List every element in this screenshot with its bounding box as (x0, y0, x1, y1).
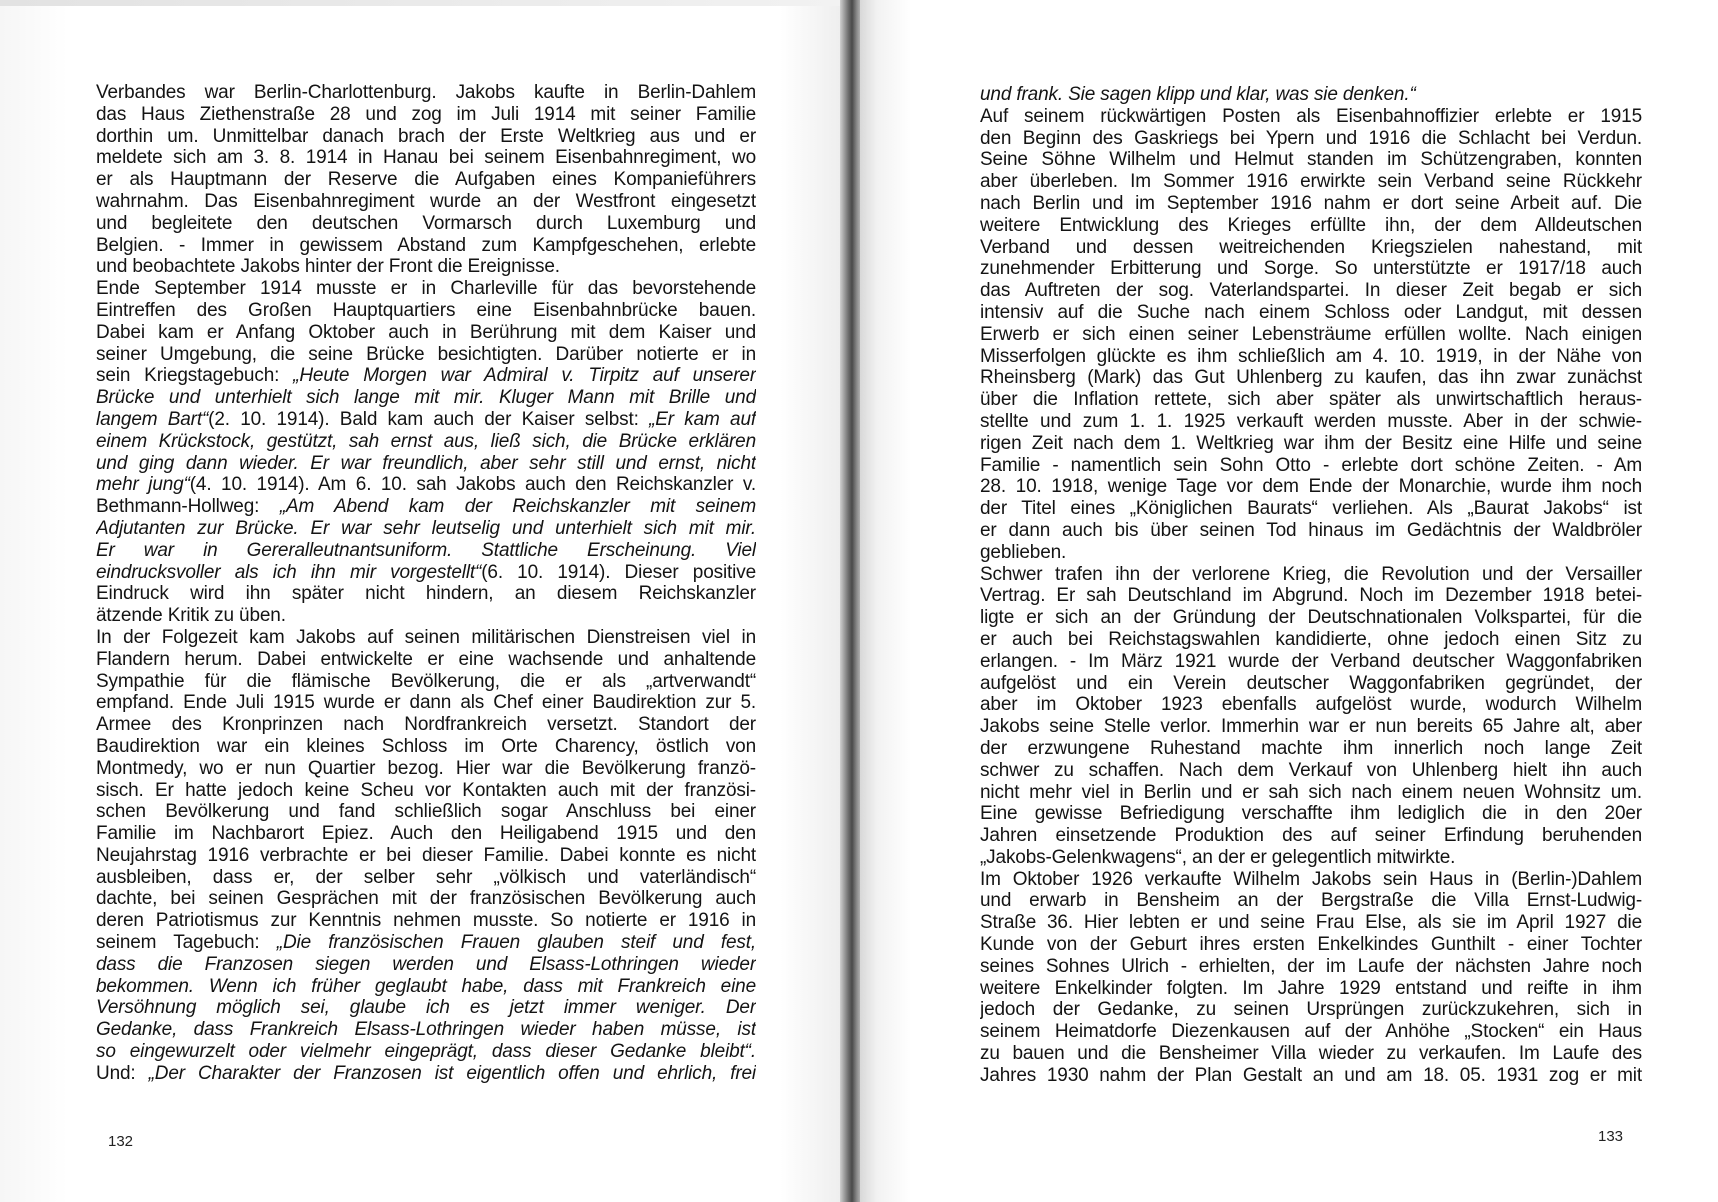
text-segment: Jakobs seine Stelle verlor. Immerhin war er nun bereits 65 Jahre alt, aber (980, 716, 1642, 738)
text-segment: der Titel eines „Königlichen Baurats“ verliehen. Als „Baurat Jakobs“ ist (980, 498, 1642, 520)
text-line (980, 912, 1642, 934)
text-line (980, 1043, 1642, 1065)
text-segment: Dabei kam er Anfang Oktober auch in Berührung mit dem Kaiser und (96, 321, 756, 343)
text-line (96, 104, 756, 126)
text-segment: Montmedy, wo er nun Quartier bezog. Hier war die Bevölkerung franzö- (96, 757, 756, 779)
text-line (980, 193, 1642, 215)
text-line (980, 999, 1642, 1021)
italic-quote-segment: und ging dann wieder. Er war freundlich, aber sehr still und ernst, nicht (96, 452, 756, 474)
text-segment: Bethmann-Hollweg: (96, 496, 280, 518)
text-line (96, 126, 756, 148)
text-line (96, 888, 756, 910)
text-line (980, 607, 1642, 629)
text-line (980, 760, 1642, 782)
text-segment: Jahren einsetzende Produktion des auf seiner Erfindung beruhenden (980, 825, 1642, 847)
right-page (860, 0, 1718, 1202)
italic-quote-segment: so eingewurzelt oder vielmehr eingeprägt, dass dieser Gedanke bleibt“. (96, 1041, 756, 1063)
text-segment: Familie - namentlich sein Sohn Otto - erlebte dort schöne Zeiten. - Am (980, 454, 1642, 476)
text-line (980, 956, 1642, 978)
text-line (96, 496, 756, 518)
text-line (96, 322, 756, 344)
italic-quote-segment: eindrucksvoller als ich ihn mir vorgestellt“ (96, 561, 482, 583)
text-segment: Im Oktober 1926 verkaufte Wilhelm Jakobs sein Haus in (Berlin-)Dahlem (980, 868, 1642, 890)
text-segment: über die Inflation rettete, sich aber später als unwirtschaftlich heraus- (980, 389, 1642, 411)
text-segment: Misserfolgen glückte es ihm schließlich am 4. 10. 1919, in der Nähe von (980, 345, 1642, 367)
text-segment: das Haus Ziethenstraße 28 und zog im Juli 1914 mit seiner Familie (96, 103, 756, 125)
text-segment: Erwerb er sich einen seiner Lebensträume erfüllen wollte. Nach einigen (980, 323, 1642, 345)
left-page (0, 0, 848, 1202)
text-segment: Rheinsberg (Mark) das Gut Uhlenberg zu kaufen, das ihn zwar zunächst (980, 367, 1642, 389)
text-segment: nach Berlin und im September 1916 nahm er dort seine Arbeit auf. Die (980, 192, 1642, 214)
text-segment: und beobachtete Jakobs hinter der Front die Ereignisse. (96, 256, 560, 278)
text-line (96, 169, 756, 191)
text-line (96, 910, 756, 932)
text-line (96, 518, 756, 540)
text-segment: intensiv auf die Suche nach einem Schloss oder Landgut, mit dessen (980, 301, 1642, 323)
text-segment: Eindruck wird ihn später nicht hindern, an diesem Reichskanzler (96, 583, 756, 605)
italic-quote-segment: „Er kam auf (649, 408, 756, 430)
text-line (96, 191, 756, 213)
text-line (980, 934, 1642, 956)
text-line (980, 237, 1642, 259)
text-segment: Und: (96, 1062, 149, 1084)
text-segment: (2. 10. 1914). Bald kam auch der Kaiser selbst: (208, 408, 650, 430)
italic-quote-segment: einem Krückstock, gestützt, sah ernst aus, ließ sich, die Brücke erklären (96, 430, 756, 452)
text-line (980, 651, 1642, 673)
text-segment: aber überleben. Im Sommer 1916 erwirkte sein Verband seine Rückkehr (980, 171, 1642, 193)
text-line (980, 978, 1642, 1000)
text-segment: Seine Söhne Wilhelm und Helmut standen im Schützengraben, konnten (980, 149, 1642, 171)
text-segment: Schwer trafen ihn der verlorene Krieg, die Revolution und der Versailler (980, 563, 1642, 585)
text-line (980, 890, 1642, 912)
text-segment: aber im Oktober 1923 ebenfalls aufgelöst wurde, wodurch Wilhelm (980, 694, 1642, 716)
text-segment: sein Kriegstagebuch: (96, 365, 294, 387)
italic-quote-segment: „Am Abend kam der Reichskanzler mit seinem (279, 496, 756, 518)
text-line (980, 346, 1642, 368)
right-page-number: 133 (1598, 1128, 1624, 1145)
text-line (96, 714, 756, 736)
text-line (96, 627, 756, 649)
italic-quote-segment: „Heute Morgen war Admiral v. Tirpitz auf unserer (293, 365, 756, 387)
text-segment: Vertrag. Er sah Deutschland im Abgrund. Noch im Dezember 1918 betei- (980, 585, 1642, 607)
text-line (96, 235, 756, 257)
text-segment: deren Patriotismus zur Kenntnis nehmen musste. So notierte er 1916 in (96, 910, 756, 932)
text-segment: (6. 10. 1914). Dieser positive (481, 561, 756, 583)
text-line (96, 692, 756, 714)
italic-quote-segment: Gedanke, dass Frankreich Elsass-Lothringen wieder haben müsse, ist (96, 1019, 756, 1041)
text-line (980, 564, 1642, 586)
text-segment: Ende September 1914 musste er in Charleville für das bevorstehende (96, 278, 756, 300)
text-segment: 28. 10. 1918, wenige Tage vor dem Ende der Monarchie, wurde ihm noch (980, 476, 1642, 498)
text-segment: ligte er sich an der Gründung der Deutschnationalen Volkspartei, für die (980, 607, 1642, 629)
text-segment: zu bauen und die Bensheimer Villa wieder zu verkaufen. Im Laufe des (980, 1043, 1642, 1065)
text-line (96, 540, 756, 562)
right-page-text (980, 84, 1642, 1087)
text-line (96, 453, 756, 475)
text-line (96, 147, 756, 169)
text-line (96, 649, 756, 671)
text-line (96, 845, 756, 867)
text-line (96, 823, 756, 845)
text-segment: dorthin um. Unmittelbar danach brach der Erste Weltkrieg aus und er (96, 125, 756, 147)
text-line (980, 498, 1642, 520)
text-line (980, 84, 1642, 106)
text-segment: Belgien. - Immer in gewissem Abstand zum Kampfgeschehen, erlebte (96, 234, 756, 256)
text-line (980, 302, 1642, 324)
italic-quote-segment: bekommen. Wenn ich früher geglaubt habe, dass mit Frankreich eine (96, 975, 756, 997)
text-line (980, 869, 1642, 891)
text-line (96, 780, 756, 802)
text-line (980, 847, 1642, 869)
text-segment: Kunde von der Geburt ihres ersten Enkelkindes Gunthilt - einer Tochter (980, 934, 1642, 956)
text-line (980, 542, 1642, 564)
text-line (96, 300, 756, 322)
text-line (96, 954, 756, 976)
text-line (96, 671, 756, 693)
text-segment: Familie im Nachbarort Epiez. Auch den Heiligabend 1915 und den (96, 823, 756, 845)
text-line (980, 673, 1642, 695)
text-segment: Straße 36. Hier lebten er und seine Frau Else, als sie im April 1927 die (980, 912, 1642, 934)
text-line (980, 716, 1642, 738)
text-line (980, 803, 1642, 825)
text-segment: er als Hauptmann der Reserve die Aufgaben eines Kompanieführers (96, 169, 756, 191)
text-line (96, 758, 756, 780)
italic-quote-segment: langem Bart“ (96, 408, 209, 430)
text-segment: Jahres 1930 nahm der Plan Gestalt an und am 18. 05. 1931 zog er mit (980, 1064, 1642, 1086)
italic-quote-segment: dass die Franzosen siegen werden und Elsass-Lothringen wieder (96, 953, 756, 975)
text-segment: weitere Enkelkinder folgten. Im Jahre 1929 entstand und reifte in ihm (980, 977, 1642, 999)
text-line (980, 433, 1642, 455)
text-segment: Sympathie für die flämische Bevölkerung, die er als „artverwandt“ (96, 670, 756, 692)
italic-quote-segment: Brücke und unterhielt sich lange mit mir. Kluger Mann mit Brille und (96, 387, 756, 409)
text-segment: aufgelöst und ein Verein deutscher Waggonfabriken gegründet, der (980, 672, 1642, 694)
text-segment: Verbandes war Berlin-Charlottenburg. Jakobs kaufte in Berlin-Dahlem (96, 82, 756, 103)
italic-quote-segment: „Der Charakter der Franzosen ist eigentlich offen und ehrlich, frei (148, 1062, 756, 1084)
text-line (980, 367, 1642, 389)
text-line (980, 149, 1642, 171)
text-segment: rigen Zeit nach dem 1. Weltkrieg war ihm der Besitz eine Hilfe und seine (980, 432, 1642, 454)
text-segment: (4. 10. 1914). Am 6. 10. sah Jakobs auch den Reichskanzler v. (189, 474, 756, 496)
text-segment: Neujahrstag 1916 verbrachte er bei dieser Familie. Dabei konnte es nicht (96, 844, 756, 866)
text-line (96, 256, 756, 278)
text-segment: sisch. Er hatte jedoch keine Scheu vor Kontakten auch mit der französi- (96, 779, 756, 801)
text-segment: wahrnahm. Das Eisenbahnregiment wurde an der Westfront eingesetzt (96, 190, 756, 212)
text-line (980, 411, 1642, 433)
text-segment: zunehmender Erbitterung und Sorge. So unterstützte er 1917/18 auch (980, 258, 1642, 280)
text-line (96, 409, 756, 431)
text-segment: seiner Umgebung, die seine Brücke besichtigten. Darüber notierte er in (96, 343, 756, 365)
italic-quote-segment: „Die französischen Frauen glauben steif und fest, (276, 932, 756, 954)
text-line (96, 82, 756, 104)
text-segment: seines Sohnes Ulrich - erhielten, der im Laufe der nächsten Jahre noch (980, 955, 1642, 977)
text-line (980, 389, 1642, 411)
text-segment: meldete sich am 3. 8. 1914 in Hanau bei seinem Eisenbahnregiment, wo (96, 147, 756, 169)
text-line (980, 106, 1642, 128)
text-line (96, 344, 756, 366)
text-line (980, 1021, 1642, 1043)
top-edge-strip (0, 0, 848, 6)
left-page-text (96, 82, 756, 1085)
italic-quote-segment: und frank. Sie sagen klipp und klar, was sie denken.“ (980, 84, 1416, 105)
text-line (96, 997, 756, 1019)
italic-quote-segment: Versöhnung möglich sei, glaube ich es jetzt immer weniger. Der (96, 997, 756, 1019)
text-segment: Eintreffen des Großen Hauptquartiers eine Eisenbahnbrücke bauen. (96, 299, 756, 321)
text-segment: seinem Heimatdorfe Diezenkausen auf der Anhöhe „Stocken“ ein Haus (980, 1021, 1642, 1043)
text-line (980, 171, 1642, 193)
text-line (96, 213, 756, 235)
text-line (96, 1063, 756, 1085)
text-line (980, 476, 1642, 498)
text-segment: weitere Entwicklung des Krieges erfüllte ihn, der dem Alldeutschen (980, 214, 1642, 236)
text-line (96, 431, 756, 453)
text-line (980, 825, 1642, 847)
text-segment: Flandern herum. Dabei entwickelte er eine wachsende und anhaltende (96, 648, 756, 670)
text-segment: und begleitete den deutschen Vormarsch durch Luxemburg und (96, 212, 756, 234)
text-line (96, 1041, 756, 1063)
text-line (96, 801, 756, 823)
text-segment: ätzende Kritik zu üben. (96, 605, 286, 627)
text-segment: Armee des Kronprinzen nach Nordfrankreich versetzt. Standort der (96, 714, 756, 736)
text-line (96, 278, 756, 300)
text-line (96, 562, 756, 584)
text-segment: er auch bei Reichstagswahlen kandidierte, ohne jedoch einen Sitz zu (980, 628, 1642, 650)
text-line (96, 387, 756, 409)
text-line (96, 976, 756, 998)
text-line (96, 605, 756, 627)
text-segment: stellte und zum 1. 1. 1925 verkauft werden musste. Aber in der schwie- (980, 410, 1642, 432)
text-segment: Eine gewisse Befriedigung verschaffte ihm lediglich die in den 20er (980, 803, 1642, 825)
italic-quote-segment: mehr jung“ (96, 474, 190, 496)
italic-quote-segment: Adjutanten zur Brücke. Er war sehr leutselig und unterhielt sich mit mir. (96, 517, 756, 539)
text-segment: und erwarb in Bensheim an der Bergstraße die Villa Ernst-Ludwig- (980, 890, 1642, 912)
text-line (980, 585, 1642, 607)
text-segment: das Auftreten der sog. Vaterlandspartei. In dieser Zeit begab er sich (980, 280, 1642, 302)
text-segment: Verband und dessen weitreichenden Kriegszielen nahestand, mit (980, 236, 1642, 258)
text-segment: seinem Tagebuch: (96, 932, 277, 954)
text-segment: schen Bevölkerung und fand schließlich sogar Anschluss bei einer (96, 801, 756, 823)
text-line (96, 736, 756, 758)
text-segment: der erzwungene Ruhestand machte ihm innerlich noch lange Zeit (980, 737, 1642, 759)
text-segment: dachte, bei seinen Gesprächen mit der französischen Bevölkerung auch (96, 888, 756, 910)
text-line (96, 474, 756, 496)
text-segment: nicht mehr viel in Berlin und er sah sich nach einem neuen Wohnsitz um. (980, 781, 1642, 803)
text-segment: In der Folgezeit kam Jakobs auf seinen militärischen Dienstreisen viel in (96, 626, 756, 648)
text-segment: jedoch der Gedanke, zu seinen Ursprüngen zurückzukehren, sich in (980, 999, 1642, 1021)
text-line (980, 520, 1642, 542)
text-segment: „Jakobs-Gelenkwagens“, an der er gelegentlich mitwirkte. (980, 846, 1456, 868)
left-page-number: 132 (108, 1133, 134, 1150)
text-line (980, 455, 1642, 477)
text-line (96, 932, 756, 954)
italic-quote-segment: Er war in Gereralleutnantsuniform. Stattliche Erscheinung. Viel (96, 539, 756, 561)
text-segment: Baudirektion war ein kleines Schloss im Orte Charency, östlich von (96, 735, 756, 757)
text-line (96, 365, 756, 387)
text-line (980, 128, 1642, 150)
text-line (980, 215, 1642, 237)
text-line (980, 258, 1642, 280)
text-segment: geblieben. (980, 541, 1067, 563)
text-segment: empfand. Ende Juli 1915 wurde er dann als Chef einer Baudirektion zur 5. (96, 692, 756, 714)
text-segment: erlangen. - Im März 1921 wurde der Verband deutscher Waggonfabriken (980, 650, 1642, 672)
text-segment: schwer zu schaffen. Nach dem Verkauf von Uhlenberg hielt ihn auch (980, 759, 1642, 781)
text-line (96, 867, 756, 889)
text-segment: ausbleiben, dass er, der selber sehr „völkisch und vaterländisch“ (96, 866, 756, 888)
text-line (980, 280, 1642, 302)
text-line (96, 1019, 756, 1041)
text-line (980, 324, 1642, 346)
text-line (980, 629, 1642, 651)
text-line (980, 694, 1642, 716)
text-line (96, 583, 756, 605)
text-line (980, 738, 1642, 760)
text-segment: den Beginn des Gaskriegs bei Ypern und 1916 die Schlacht bei Verdun. (980, 127, 1642, 149)
text-line (980, 1065, 1642, 1087)
text-segment: Auf seinem rückwärtigen Posten als Eisenbahnoffizier erlebte er 1915 (980, 105, 1642, 127)
text-line (980, 782, 1642, 804)
text-segment: er dann auch bis über seinen Tod hinaus im Gedächtnis der Waldbröler (980, 519, 1642, 541)
